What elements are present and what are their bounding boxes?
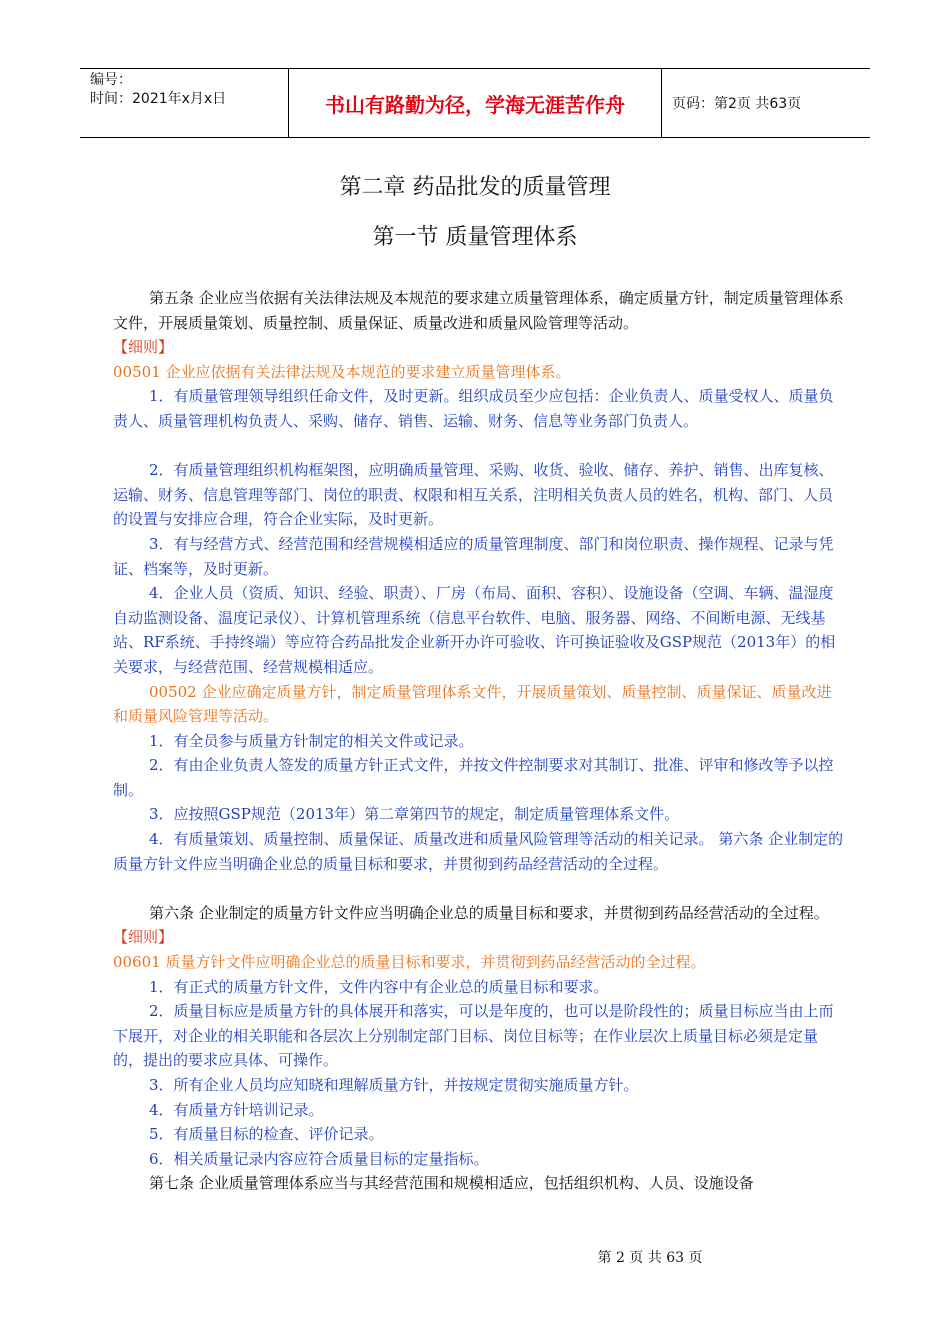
- paragraph: 4．企业人员（资质、知识、经验、职责）、厂房（布局、面积、容积）、设施设备（空调、车辆、温湿度自动监测设备、温度记录仪）、计算机管理系统（信息平台软件、电脑、服务器、网络、不间断电源、无线基站、RF系统、手持终端）等应符合药品批发企业新开办许可验收、许可换证验收及GSP规范（2013年）的相关要求，与经营范围、经营规模相适应。: [113, 584, 836, 676]
- code-label: 编号：: [90, 72, 132, 88]
- section-title: 第一节 质量管理体系: [372, 225, 578, 250]
- paragraph: 3．有与经营方式、经营范围和经营规模相适应的质量管理制度、部门和岗位职责、操作规程、记录与凭证、档案等，及时更新。: [113, 534, 834, 578]
- blank-line: [113, 876, 846, 901]
- paragraph: 1．有质量管理领导组织任命文件，及时更新。组织成员至少应包括：企业负责人、质量受权人、质量负责人、质量管理机构负责人、采购、储存、销售、运输、财务、信息等业务部门负责人。: [113, 387, 834, 430]
- paragraph: 1．有全员参与质量方针制定的相关文件或记录。: [149, 731, 474, 750]
- paragraph: 6．相关质量记录内容应符合质量目标的定量指标。: [149, 1149, 489, 1168]
- paragraph: 第六条 企业制定的质量方针文件应当明确企业总的质量目标和要求，并贯彻到药品经营活动的全过程。: [149, 903, 829, 922]
- paragraph: 【细则】: [113, 928, 174, 947]
- paragraph: 3．应按照GSP规范（2013年）第二章第四节的规定，制定质量管理体系文件。: [149, 805, 680, 824]
- paragraph: 00502 企业应确定质量方针，制定质量管理体系文件，开展质量策划、质量控制、质量保证、质量改进和质量风险管理等活动。: [113, 682, 832, 726]
- header-page-info: 页码：第2页 共63页: [672, 96, 802, 112]
- blank-line: [113, 434, 846, 459]
- time-text: 时间：2021年x月x日: [90, 91, 227, 107]
- paragraph: 4．有质量方针培训记录。: [149, 1100, 324, 1119]
- header-table: [80, 68, 870, 138]
- paragraph: 【细则】: [113, 338, 174, 357]
- document-body: [113, 286, 846, 1196]
- paragraph: 1．有正式的质量方针文件，文件内容中有企业总的质量目标和要求。: [149, 977, 609, 996]
- paragraph: 00601 质量方针文件应明确企业总的质量目标和要求，并贯彻到药品经营活动的全过程。: [113, 953, 706, 972]
- header-info-cell: [80, 69, 288, 137]
- paragraph: 第七条 企业质量管理体系应当与其经营范围和规模相适应，包括组织机构、人员、设施设备: [149, 1174, 754, 1193]
- chapter-title: 第二章 药品批发的质量管理: [339, 175, 611, 200]
- paragraph: 5．有质量目标的检查、评价记录。: [149, 1125, 384, 1144]
- paragraph: 第五条 企业应当依据有关法律法规及本规范的要求建立质量管理体系，确定质量方针，制定质量管理体系文件，开展质量策划、质量控制、质量保证、质量改进和质量风险管理等活动。: [113, 289, 844, 332]
- header-motto: 书山有路勤为径，学海无涯苦作舟: [288, 69, 662, 137]
- paragraph: 4．有质量策划、质量控制、质量保证、质量改进和质量风险管理等活动的相关记录。 第六条 企业制定的质量方针文件应当明确企业总的质量目标和要求，并贯彻到药品经营活动的全过程。: [113, 830, 844, 873]
- paragraph: 00501 企业应依据有关法律法规及本规范的要求建立质量管理体系。: [113, 362, 571, 381]
- page-footer: 第 2 页 共 63 页: [597, 1250, 703, 1266]
- paragraph: 2．质量目标应是质量方针的具体展开和落实，可以是年度的，也可以是阶段性的；质量目标应当由上而下展开，对企业的相关职能和各层次上分别制定部门目标、岗位目标等；在作业层次上质量目标必须是定量的，提出的要求应具体、可操作。: [113, 1002, 834, 1070]
- paragraph: 2．有质量管理组织机构框架图，应明确质量管理、采购、收货、验收、储存、养护、销售、出库复核、运输、财务、信息管理等部门、岗位的职责、权限和相互关系，注明相关负责人员的姓名，机构、部门、人员的设置与安排应合理，符合企业实际，及时更新。: [113, 461, 834, 529]
- paragraph: 3．所有企业人员均应知晓和理解质量方针，并按规定贯彻实施质量方针。: [149, 1076, 639, 1094]
- paragraph: 2．有由企业负责人签发的质量方针正式文件，并按文件控制要求对其制订、批准、评审和修改等予以控制。: [113, 756, 834, 799]
